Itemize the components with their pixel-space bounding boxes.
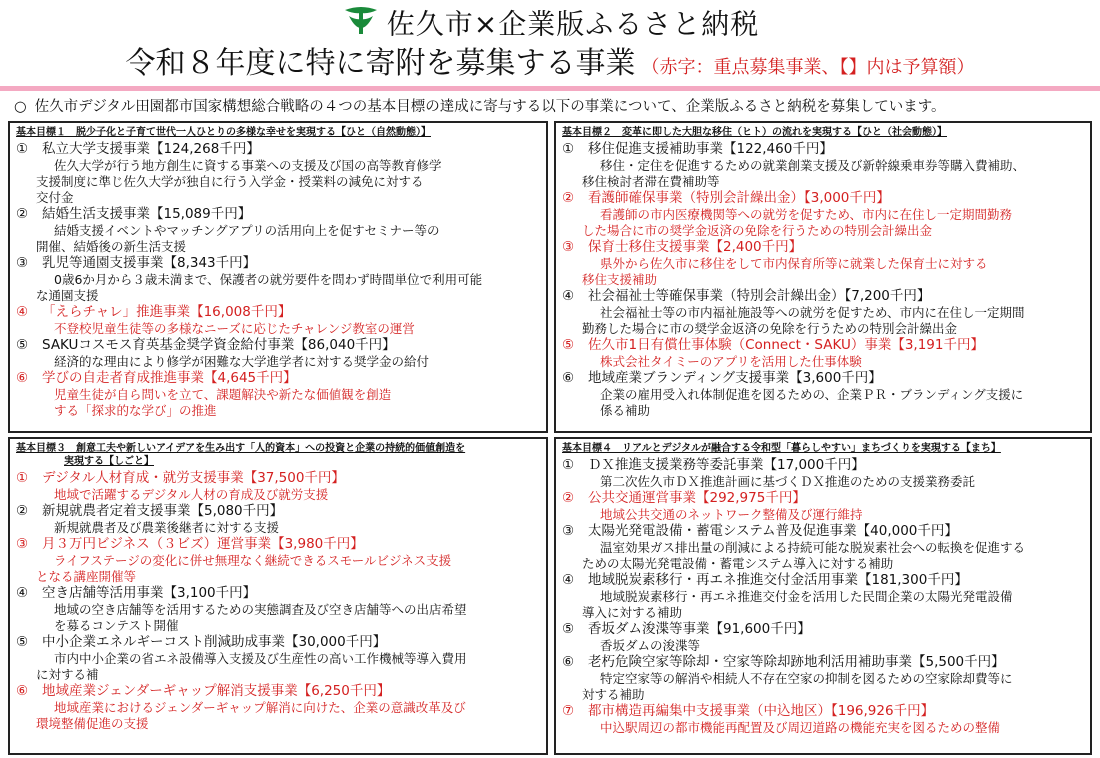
project-title: デジタル人材育成・就労支援事業【37,500千円】 — [42, 470, 345, 486]
project-number: ③ — [562, 239, 575, 255]
project-item — [16, 683, 540, 732]
page-header — [0, 0, 1100, 90]
project-item — [562, 190, 1084, 239]
description-line: 対する補助 — [582, 687, 645, 702]
project-title-row — [16, 503, 540, 520]
project-item — [16, 470, 540, 503]
project-title: SAKUコスモス育英基金奨学資金給付事業【86,040千円】 — [42, 337, 396, 353]
project-description — [562, 671, 1084, 703]
project-title: 公共交通運営事業【292,975千円】 — [588, 490, 806, 506]
project-description — [562, 256, 1084, 288]
goal-heading-text: 基本目標３ 創意工夫や新しいアイデアを生み出す「人的資本」への投資と企業の持続的価値創造を — [16, 443, 466, 454]
goal-heading-text: 基本目標２ 変革に即した大胆な移住（ヒト）の流れを実現する【ひと（社会動態）】 — [562, 127, 947, 138]
project-title-row — [16, 536, 540, 553]
description-line: 第二次佐久市ＤＸ推進計画に基づくＤＸ推進のための支援業務委託 — [600, 474, 976, 489]
project-description — [562, 207, 1084, 239]
description-line: 勤務した場合に市の奨学金返済の免除を行うための特別会計繰出金 — [582, 321, 958, 336]
project-item — [16, 585, 540, 634]
description-line: した場合に市の奨学金返済の免除を行うための特別会計繰出金 — [582, 223, 933, 238]
description-line: 支援制度に準じ佐久大学が独自に行う入学金・授業料の減免に対する — [36, 174, 424, 189]
description-line: 香坂ダムの浚渫等 — [600, 638, 701, 653]
project-number: ⑤ — [562, 337, 575, 353]
project-title: 地域脱炭素移行・再エネ推進交付金活用事業【181,300千円】 — [588, 572, 968, 588]
description-line: 交付金 — [36, 190, 74, 205]
project-item — [562, 654, 1084, 703]
title-line-2 — [0, 44, 1100, 88]
project-item — [562, 523, 1084, 572]
description-line: 企業の雇用受入れ体制促進を図るための、企業ＰＲ・ブランディング支援に — [600, 387, 1024, 402]
project-title-row — [562, 654, 1084, 671]
project-number: ④ — [562, 572, 575, 588]
project-title-row — [16, 585, 540, 602]
goal-heading — [10, 439, 546, 468]
project-number: ④ — [16, 585, 29, 601]
title-line-1 — [0, 4, 1100, 47]
project-title-row — [562, 190, 1084, 207]
description-line: 株式会社タイミーのアプリを活用した仕事体験 — [600, 354, 862, 369]
goal-heading-text: 基本目標４ リアルとデジタルが融合する令和型「暮らしやすい」まちづくりを実現する【まち】 — [562, 443, 1001, 454]
project-title: 看護師確保事業（特別会計繰出金）【3,000千円】 — [588, 190, 890, 206]
project-title-row — [16, 634, 540, 651]
description-line: 移住検討者滞在費補助等 — [582, 174, 720, 189]
project-number: ③ — [16, 255, 29, 271]
project-title-row — [562, 288, 1084, 305]
project-title: 地域産業ジェンダーギャップ解消支援事業【6,250千円】 — [42, 683, 391, 699]
project-item — [562, 141, 1084, 190]
project-description — [562, 720, 1084, 736]
title-text-2: 令和８年度に特に寄附を募集する事業 — [125, 46, 636, 81]
project-description — [562, 158, 1084, 190]
project-description — [16, 158, 540, 206]
goal-heading — [556, 123, 1090, 139]
description-line: 市内中小企業の省エネ設備導入支援及び生産性の高い工作機械等導入費用 — [54, 651, 467, 666]
project-title: 月３万円ビジネス（３ビズ）運営事業【3,980千円】 — [42, 536, 364, 552]
project-number: ② — [562, 190, 575, 206]
project-description — [562, 387, 1084, 419]
project-number: ① — [16, 141, 29, 157]
description-line: な通園支援 — [36, 288, 99, 303]
description-line: 不登校児童生徒等の多様なニーズに応じたチャレンジ教室の運営 — [54, 321, 415, 336]
description-line: 新規就農者及び農業後継者に対する支援 — [54, 520, 280, 535]
project-number: ⑤ — [16, 634, 29, 650]
description-line: 温室効果ガス排出量の削減による持続可能な脱炭素社会への転換を促進する — [600, 540, 1026, 555]
project-number: ⑦ — [562, 703, 575, 719]
goal-heading — [556, 439, 1090, 455]
description-line: に対する補 — [36, 667, 99, 682]
description-line: 結婚支援イベントやマッチングアプリの活用向上を促すセミナー等の — [54, 223, 440, 238]
project-number: ⑤ — [16, 337, 29, 353]
project-description — [16, 602, 540, 634]
title-legend-note: （赤字：重点募集事業、【】内は予算額） — [641, 57, 975, 78]
intro-sentence: 佐久市デジタル田園都市国家構想総合戦略の４つの基本目標の達成に寄与する以下の事業について、企業版ふるさと納税を募集しています。 — [34, 99, 946, 115]
project-description — [562, 474, 1084, 490]
project-title-row — [16, 206, 540, 223]
project-title-row — [16, 304, 540, 321]
project-description — [16, 387, 540, 419]
description-line: ための太陽光発電設備・蓄電システム導入に対する補助 — [582, 556, 894, 571]
project-number: ⑥ — [562, 654, 575, 670]
goal-heading-continued: 実現する【しごと】 — [64, 456, 154, 467]
project-title-row — [16, 255, 540, 272]
project-item — [562, 621, 1084, 654]
project-item — [16, 370, 540, 419]
project-title-row — [16, 370, 540, 387]
project-title: 「えらチャレ」推進事業【16,008千円】 — [42, 304, 292, 320]
project-item — [16, 304, 540, 337]
project-item — [562, 457, 1084, 490]
project-title: 中小企業エネルギーコスト削減助成事業【30,000千円】 — [42, 634, 387, 650]
project-title-row — [562, 239, 1084, 256]
project-item — [16, 536, 540, 585]
project-number: ③ — [562, 523, 575, 539]
description-line: 地域で活躍するデジタル人材の育成及び就労支援 — [54, 487, 329, 502]
project-title: 学びの自走者育成推進事業【4,645千円】 — [42, 370, 297, 386]
project-item — [16, 337, 540, 370]
project-number: ⑥ — [16, 370, 29, 386]
description-line: 環境整備促進の支援 — [36, 716, 149, 731]
description-line: する「探求的な学び」の推進 — [54, 403, 217, 418]
description-line: 移住・定住を促進するための就業創業支援及び新幹線乗車券等購入費補助、 — [600, 158, 1026, 173]
project-list — [556, 455, 1090, 736]
project-title-row — [562, 703, 1084, 720]
city-logo-icon — [341, 4, 381, 47]
goal-box-1 — [8, 121, 548, 433]
description-line: 特定空家等の解消や相続人不存在空家の抑制を図るための空家除却費等に — [600, 671, 1013, 686]
project-description — [16, 553, 540, 585]
project-item — [562, 239, 1084, 288]
description-line: 児童生徒が自ら問いを立て、課題解決や新たな価値観を創造 — [54, 387, 392, 402]
project-number: ① — [16, 470, 29, 486]
project-title: 太陽光発電設備・蓄電システム普及促進事業【40,000千円】 — [588, 523, 958, 539]
description-line: 県外から佐久市に移住をして市内保育所等に就業した保育士に対する — [600, 256, 988, 271]
goal-box-3 — [8, 437, 548, 755]
project-number: ⑥ — [16, 683, 29, 699]
project-item — [562, 288, 1084, 337]
project-title-row — [562, 337, 1084, 354]
project-number: ⑤ — [562, 621, 575, 637]
project-item — [16, 206, 540, 255]
project-description — [16, 272, 540, 304]
project-title-row — [16, 141, 540, 158]
goal-box-2 — [554, 121, 1092, 433]
description-line: 看護師の市内医療機関等への就労を促すため、市内に在住し一定期間勤務 — [600, 207, 1013, 222]
project-item — [562, 572, 1084, 621]
description-line: 0歳6か月から３歳未満まで、保護者の就労要件を問わず時間単位で利用可能 — [54, 272, 483, 287]
project-title: 新規就農者定着支援事業【5,080千円】 — [42, 503, 284, 519]
project-title: 佐久市1日有償仕事体験（Connect・SAKU）事業【3,191千円】 — [588, 337, 984, 353]
description-line: 導入に対する補助 — [582, 605, 683, 620]
project-list — [556, 139, 1090, 419]
project-title: 地域産業ブランディング支援事業【3,600千円】 — [588, 370, 882, 386]
project-description — [16, 520, 540, 536]
title-text-1: 佐久市×企業版ふるさと納税 — [386, 7, 760, 41]
project-title: 老朽危険空家等除却・空家等除却跡地利活用補助事業【5,500千円】 — [588, 654, 1005, 670]
project-item — [562, 703, 1084, 736]
project-description — [16, 223, 540, 255]
project-title-row — [562, 141, 1084, 158]
project-description — [16, 651, 540, 683]
description-line: 地域公共交通のネットワーク整備及び運行維持 — [600, 507, 863, 522]
project-number: ③ — [16, 536, 29, 552]
description-line: 佐久大学が行う地方創生に資する事業への支援及び国の高等教育修学 — [54, 158, 442, 173]
project-number: ② — [16, 206, 29, 222]
project-title: 空き店舗等活用事業【3,100千円】 — [42, 585, 257, 601]
description-line: 経済的な理由により修学が困難な大学進学者に対する奨学金の給付 — [54, 354, 430, 369]
project-description — [562, 507, 1084, 523]
intro-text — [14, 97, 1094, 117]
project-title-row — [562, 572, 1084, 589]
goal-heading — [10, 123, 546, 139]
project-description — [16, 354, 540, 370]
project-item — [562, 370, 1084, 419]
project-list — [10, 468, 546, 732]
project-item — [16, 141, 540, 206]
description-line: を募るコンテスト開催 — [54, 618, 179, 633]
project-title: 移住促進支援補助事業【122,460千円】 — [588, 141, 833, 157]
project-title-row — [16, 470, 540, 487]
project-description — [16, 487, 540, 503]
description-line: 中込駅周辺の都市機能再配置及び周辺道路の機能充実を図るための整備 — [600, 720, 1001, 735]
project-description — [562, 638, 1084, 654]
project-item — [562, 490, 1084, 523]
project-description — [562, 305, 1084, 337]
project-title-row — [562, 457, 1084, 474]
header-divider — [0, 86, 1100, 91]
project-item — [16, 255, 540, 304]
project-title: 都市構造再編集中支援事業（中込地区）【196,926千円】 — [588, 703, 935, 719]
description-line: 地域産業におけるジェンダーギャップ解消に向けた、企業の意識改革及び — [54, 700, 466, 715]
project-title: ＤＸ推進支援業務等委託事業【17,000千円】 — [588, 457, 865, 473]
project-title-row — [562, 523, 1084, 540]
project-item — [16, 634, 540, 683]
project-title: 香坂ダム浚渫等事業【91,600千円】 — [588, 621, 811, 637]
project-description — [16, 321, 540, 337]
project-number: ① — [562, 141, 575, 157]
description-line: 社会福祉士等の市内福祉施設等への就労を促すため、市内に在住し一定期間 — [600, 305, 1025, 320]
goal-box-4 — [554, 437, 1092, 755]
project-list — [10, 139, 546, 419]
project-number: ④ — [562, 288, 575, 304]
description-line: 地域の空き店舗等を活用するための実態調査及び空き店舗等への出店希望 — [54, 602, 467, 617]
description-line: 移住支援補助 — [582, 272, 658, 287]
project-number: ④ — [16, 304, 29, 320]
project-title-row — [16, 337, 540, 354]
project-title: 乳児等通園支援事業【8,343千円】 — [42, 255, 257, 271]
project-description — [562, 354, 1084, 370]
project-title-row — [562, 621, 1084, 638]
project-item — [562, 337, 1084, 370]
project-description — [16, 700, 540, 732]
project-title: 保育士移住支援事業【2,400千円】 — [588, 239, 803, 255]
description-line: となる講座開催等 — [36, 569, 137, 584]
project-title-row — [562, 490, 1084, 507]
project-number: ① — [562, 457, 575, 473]
project-number: ⑥ — [562, 370, 575, 386]
description-line: ライフステージの変化に併せ無理なく継続できるスモールビジネス支援 — [54, 553, 452, 568]
project-number: ② — [562, 490, 575, 506]
project-number: ② — [16, 503, 29, 519]
project-description — [562, 589, 1084, 621]
project-title: 社会福祉士等確保事業（特別会計繰出金）【7,200千円】 — [588, 288, 931, 304]
project-title-row — [16, 683, 540, 700]
project-title: 私立大学支援事業【124,268千円】 — [42, 141, 260, 157]
intro-bullet: ○ — [14, 99, 27, 115]
project-description — [562, 540, 1084, 572]
description-line: 開催、結婚後の新生活支援 — [36, 239, 187, 254]
project-title-row — [562, 370, 1084, 387]
project-item — [16, 503, 540, 536]
goal-heading-text: 基本目標１ 脱少子化と子育て世代一人ひとりの多様な幸せを実現する【ひと（自然動態）】 — [16, 127, 431, 138]
description-line: 係る補助 — [600, 403, 651, 418]
description-line: 地域脱炭素移行・再エネ推進交付金を活用した民間企業の太陽光発電設備 — [600, 589, 1013, 604]
project-title: 結婚生活支援事業【15,089千円】 — [42, 206, 252, 222]
